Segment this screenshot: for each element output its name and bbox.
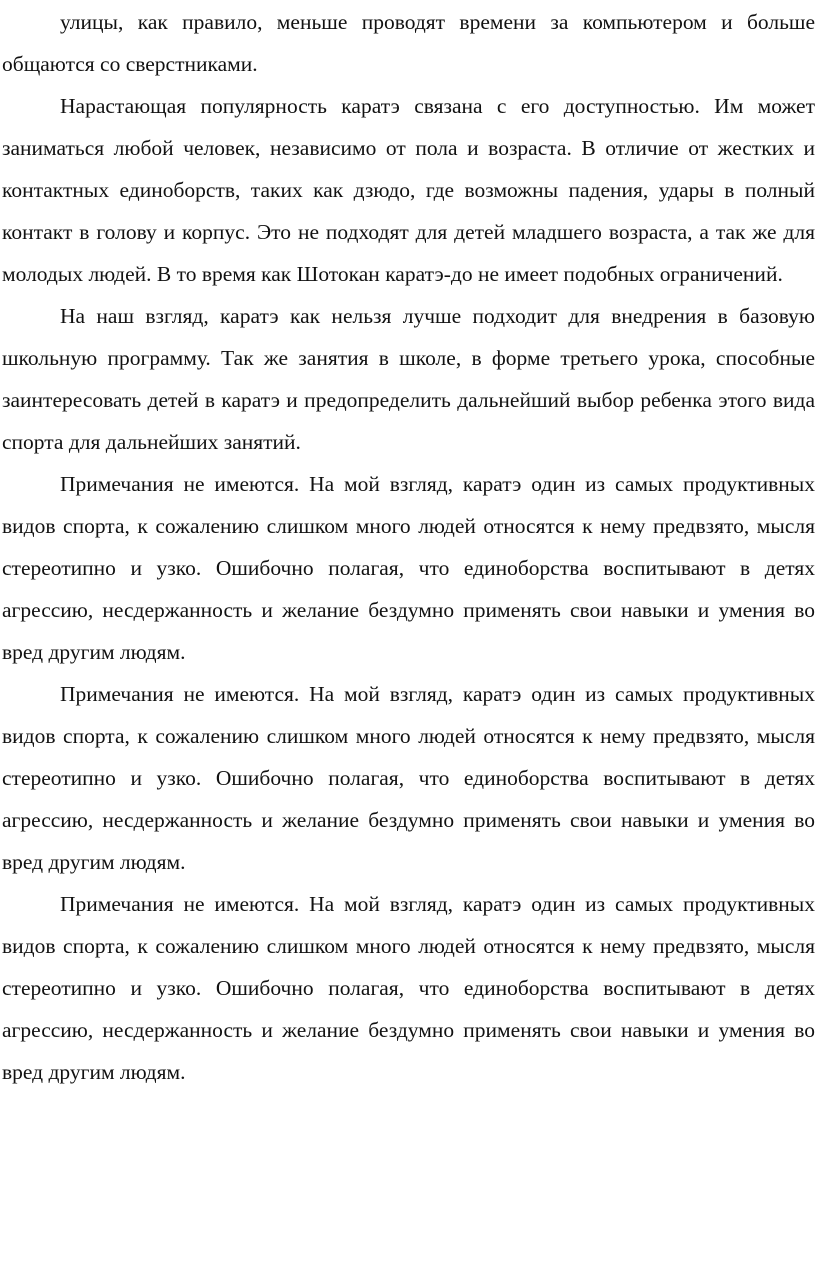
paragraph-notes-1: Примечания не имеются. На мой взгляд, каратэ один из самых продуктивных видов спорта, к сожалению слишком много людей относятся к нему предвзято, мысля стереотипно и узко. Ошибочно полагая, что единоборства воспитывают в детях агрессию, несдержанность и желание бездумно применять свои навыки и умения во вред другим людям. bbox=[2, 472, 815, 664]
paragraph-notes-3: Примечания не имеются. На мой взгляд, каратэ один из самых продуктивных видов спорта, к сожалению слишком много людей относятся к нему предвзято, мысля стереотипно и узко. Ошибочно полагая, что единоборства воспитывают в детях агрессию, несдержанность и желание бездумно применять свои навыки и умения во вред другим людям. bbox=[2, 892, 815, 1084]
paragraph-continuation: улицы, как правило, меньше проводят времени за компьютером и больше общаются со сверстниками. bbox=[2, 10, 815, 76]
document-body bbox=[2, 1, 815, 1093]
paragraph-karate-popularity: Нарастающая популярность каратэ связана с его доступностью. Им может заниматься любой человек, независимо от пола и возраста. В отличие от жестких и контактных единоборств, таких как дзюдо, где возможны падения, удары в полный контакт в голову и корпус. Это не подходят для детей младшего возраста, а так же для молодых людей. В то время как Шотокан каратэ-до не имеет подобных ограничений. bbox=[2, 94, 815, 286]
paragraph-school-program: На наш взгляд, каратэ как нельзя лучше подходит для внедрения в базовую школьную программу. Так же занятия в школе, в форме третьего урока, способные заинтересовать детей в каратэ и предопределить дальнейший выбор ребенка этого вида спорта для дальнейших занятий. bbox=[2, 304, 815, 454]
paragraph-notes-2: Примечания не имеются. На мой взгляд, каратэ один из самых продуктивных видов спорта, к сожалению слишком много людей относятся к нему предвзято, мысля стереотипно и узко. Ошибочно полагая, что единоборства воспитывают в детях агрессию, несдержанность и желание бездумно применять свои навыки и умения во вред другим людям. bbox=[2, 682, 815, 874]
